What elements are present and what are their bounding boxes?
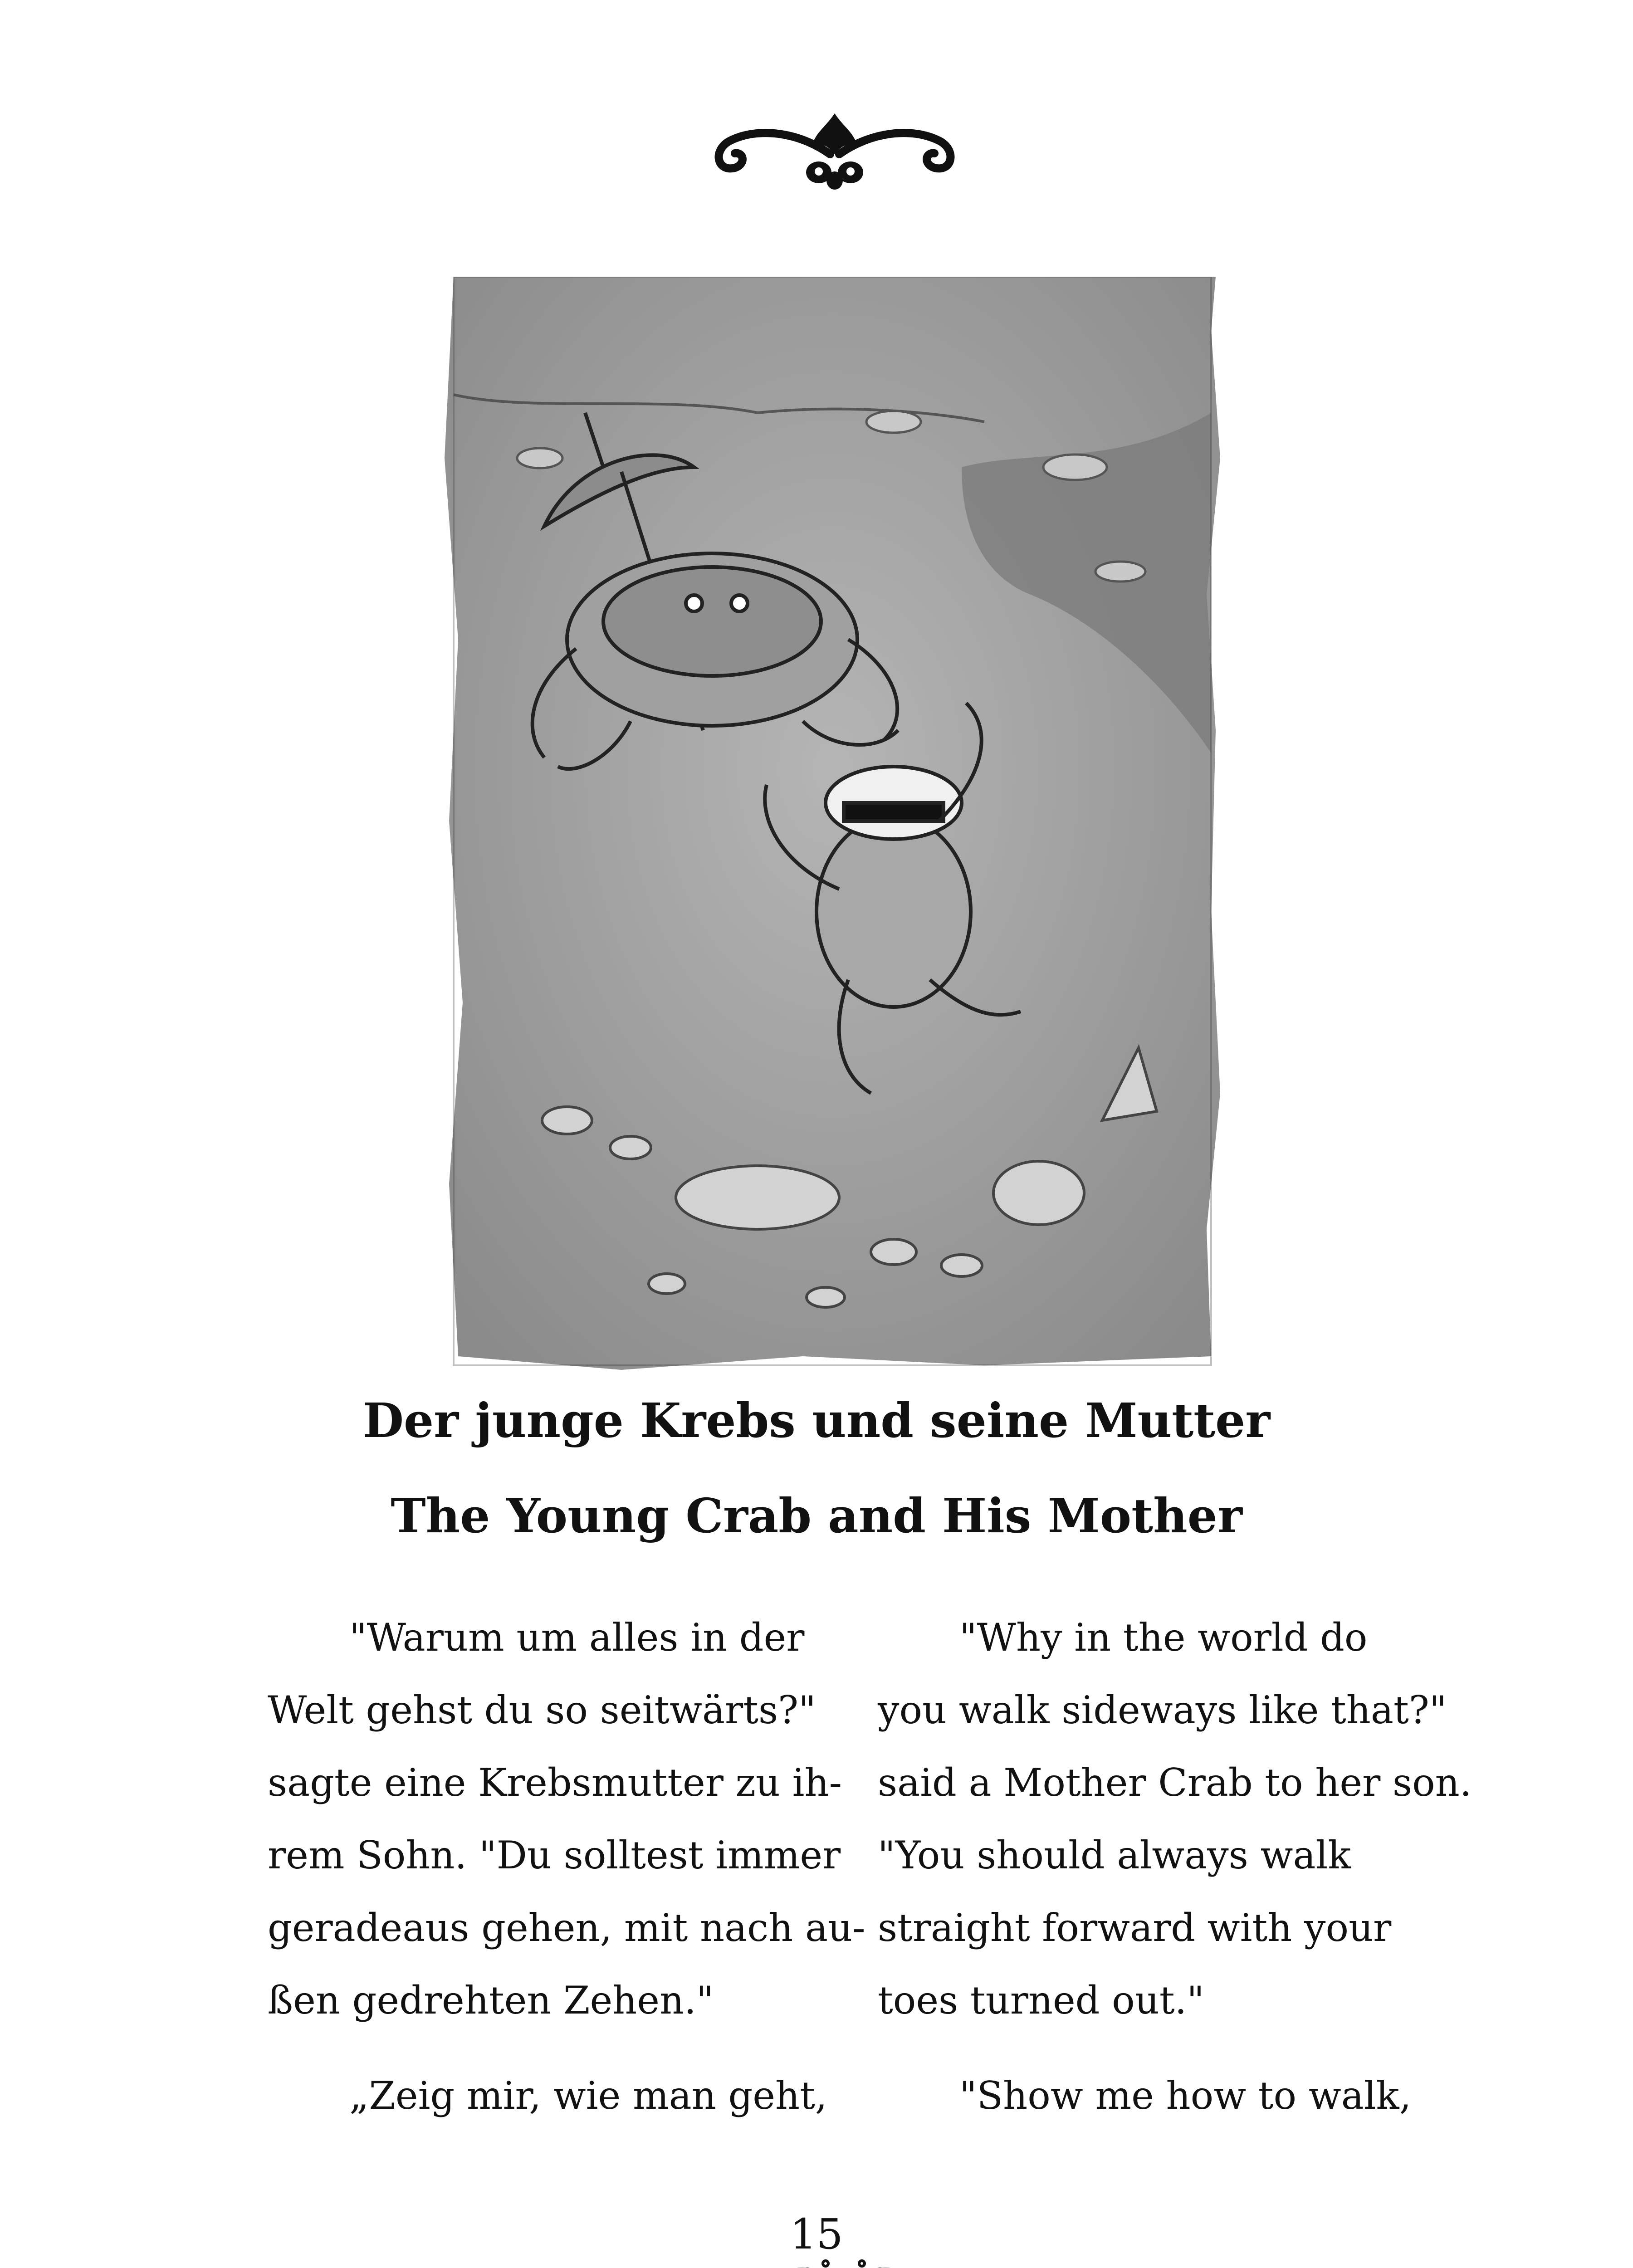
text-line: said a Mother Crab to her son. — [878, 1760, 1472, 1805]
text-line: „Zeig mir, wie man geht, — [349, 2073, 827, 2118]
text-line: straight forward with your — [878, 1906, 1392, 1950]
text-line: "Warum um alles in der — [349, 1615, 805, 1660]
text-line: Welt gehst du so seitwärts?" — [268, 1688, 816, 1732]
paragraph-gap — [268, 2037, 789, 2059]
english-text-column — [878, 1601, 1472, 2132]
crab-scene-image — [440, 277, 1225, 1374]
text-line: "Show me how to walk, — [959, 2073, 1412, 2118]
bottom-ornament — [753, 2250, 934, 2268]
crab-illustration — [440, 277, 1225, 1374]
page-number: 15 — [790, 2210, 843, 2258]
german-text-column — [268, 1601, 865, 2132]
text-line: toes turned out." — [878, 1978, 1204, 2023]
text-line: "You should always walk — [878, 1833, 1351, 1877]
text-line: sagte eine Krebsmutter zu ih- — [268, 1760, 842, 1805]
top-ornament — [708, 104, 962, 195]
scroll-ornament-icon — [753, 2250, 934, 2268]
text-line: ßen gedrehten Zehen." — [268, 1978, 714, 2023]
text-line: geradeaus gehen, mit nach au- — [268, 1906, 865, 1950]
text-line: rem Sohn. "Du solltest immer — [268, 1833, 841, 1877]
text-line: "Why in the world do — [959, 1615, 1368, 1660]
text-line: you walk sideways like that?" — [878, 1688, 1447, 1732]
title-english: The Young Crab and His Mother — [391, 1488, 1242, 1544]
title-german: Der junge Krebs und seine Mutter — [362, 1393, 1271, 1448]
flourish-ornament-icon — [708, 104, 962, 195]
paragraph-gap — [878, 2037, 1422, 2059]
